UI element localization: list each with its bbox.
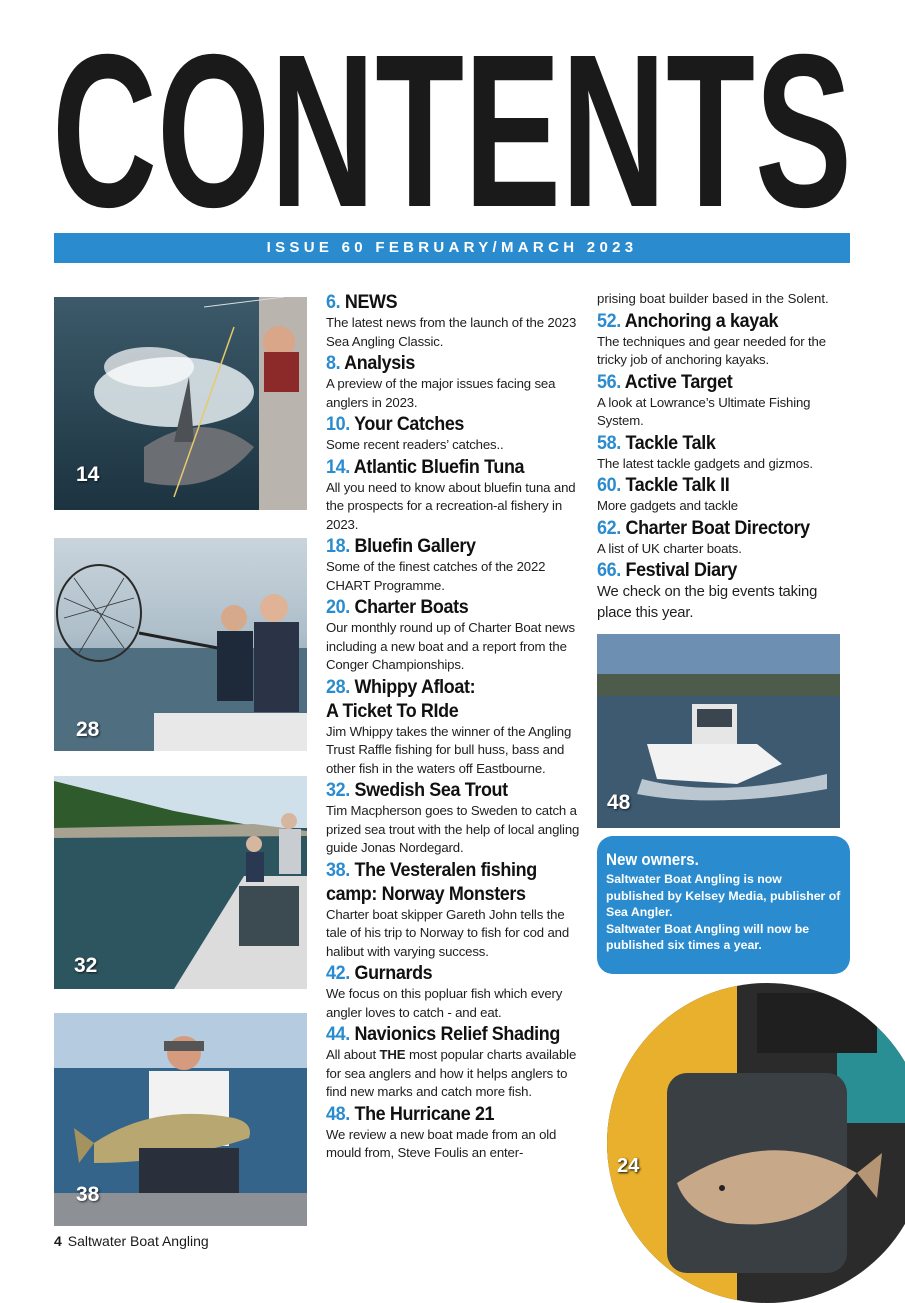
entry-description: Some of the finest catches of the 2022 CHART Programme.	[326, 559, 546, 593]
contents-entry-tackle-talk-2[interactable]	[597, 473, 855, 516]
page-footer	[54, 1233, 209, 1249]
new-owners-line2: Saltwater Boat Angling will now be published six times a year.	[606, 921, 810, 953]
entry-heading: 48. The Hurricane 21	[326, 1102, 495, 1125]
entry-description: The techniques and gear needed for the tricky job of anchoring kayaks.	[597, 333, 826, 367]
contents-entry-news[interactable]	[326, 290, 584, 351]
entry-description: A look at Lowrance’s Ultimate Fishing System.	[597, 394, 811, 428]
entry-heading: 38. The Vesteralen fishing	[326, 858, 537, 881]
photo-kayak-flatfish	[607, 983, 905, 1303]
entry-description: A list of UK charter boats.	[597, 540, 742, 556]
page-title	[50, 30, 855, 230]
contents-entry-swedish-sea-trout[interactable]	[326, 778, 584, 858]
entry-heading: 14. Atlantic Bluefin Tuna	[326, 455, 525, 478]
entry-heading: 44. Navionics Relief Shading	[326, 1023, 560, 1045]
contents-column-right	[597, 290, 855, 624]
photo-hurricane-21	[597, 634, 840, 828]
entry-description: Tim Macpherson goes to Sweden to catch a prized sea trout with the help of local angling guide Jonas Nordegard.	[326, 803, 580, 855]
entry-description: The latest news from the launch of the 2023 Sea Angling Classic.	[326, 315, 577, 349]
entry-description: All about THE most popular charts available for sea anglers and how it helps anglers to find new marks and catch more fish.	[326, 1047, 577, 1099]
entry-heading: 28. Whippy Afloat:	[326, 675, 476, 698]
contents-entry-bluefin-gallery[interactable]	[326, 534, 584, 595]
contents-entry-your-catches[interactable]	[326, 412, 584, 455]
entry-description: Our monthly round up of Charter Boat news including a new boat and a report from the Conger Championships.	[326, 620, 575, 672]
entry-description: More gadgets and tackle	[597, 498, 738, 513]
contents-entry-analysis[interactable]	[326, 351, 584, 412]
contents-entry-hurricane-21[interactable]	[326, 1102, 584, 1163]
photo-bluefin-tuna	[54, 297, 307, 510]
new-owners-line1: Saltwater Boat Angling is now published by Kelsey Media, publisher of Sea Angler.	[606, 872, 841, 920]
entry-description: Some recent readers’ catches..	[326, 437, 504, 452]
entry-heading: 62. Charter Boat Directory	[597, 516, 810, 539]
entry-heading: 52. Anchoring a kayak	[597, 309, 779, 332]
entry-description: We check on the big events taking place this year.	[597, 584, 818, 621]
page-number: 4	[54, 1233, 62, 1249]
entry-description: Charter boat skipper Gareth John tells the tale of his trip to Norway to fish for cod and halibut with varying success.	[326, 906, 570, 959]
magazine-name: Saltwater Boat Angling	[67, 1233, 209, 1249]
entry-heading: 8. Analysis	[326, 352, 416, 374]
entry-heading: 42. Gurnards	[326, 962, 433, 984]
photo-charter-anglers	[54, 538, 307, 751]
entry-description: We review a new boat made from an old mould from, Steve Foulis an enter-	[326, 1126, 557, 1160]
contents-entry-charter-directory[interactable]	[597, 516, 855, 559]
photo-number: 24	[617, 1155, 640, 1177]
contents-entry-active-target[interactable]	[597, 370, 855, 431]
photo-number: 14	[76, 463, 100, 486]
contents-entry-bluefin-tuna[interactable]	[326, 455, 584, 535]
photo-number: 38	[76, 1183, 100, 1206]
entry-heading: 32. Swedish Sea Trout	[326, 779, 508, 801]
entry-heading: 60. Tackle Talk II	[597, 474, 730, 496]
photo-norway-cod	[54, 1013, 307, 1226]
entry-description: Jim Whippy takes the winner of the Angling Trust Raffle fishing for bull huss, bass and other fish in the waters off Eastbourne.	[326, 723, 572, 776]
contents-entry-whippy-afloat[interactable]	[326, 675, 584, 779]
entry-heading: 20. Charter Boats	[326, 596, 469, 618]
entry-description: All you need to know about bluefin tuna and the prospects for a recreation-al fishery in 2023.	[326, 479, 576, 532]
entry-heading: 6. NEWS	[326, 291, 398, 313]
entry-continuation: prising boat builder based in the Solent.	[597, 291, 829, 306]
entry-heading: 66. Festival Diary	[597, 559, 737, 581]
entry-description: A preview of the major issues facing sea anglers in 2023.	[326, 376, 556, 410]
photo-number: 48	[607, 791, 631, 814]
contents-entry-charter-boats[interactable]	[326, 595, 584, 675]
new-owners-box	[597, 836, 850, 974]
entry-heading: 58. Tackle Talk	[597, 431, 716, 454]
contents-entry-vesteralen[interactable]	[326, 858, 584, 962]
title-text: CONTENTS	[52, 30, 852, 230]
photo-swedish-sea-trout	[54, 776, 307, 989]
entry-heading: 18. Bluefin Gallery	[326, 535, 476, 557]
entry-heading: 10. Your Catches	[326, 413, 465, 435]
new-owners-title: New owners.	[606, 851, 699, 869]
contents-entry-gurnards[interactable]	[326, 961, 584, 1022]
photo-number: 28	[76, 718, 100, 741]
contents-entry-anchoring-kayak[interactable]	[597, 309, 855, 370]
entry-heading-line2: A Ticket To RIde	[326, 699, 459, 722]
contents-entry-tackle-talk[interactable]	[597, 431, 855, 474]
entry-heading-line2: camp: Norway Monsters	[326, 882, 526, 905]
entry-heading: 56. Active Target	[597, 370, 733, 393]
entry-description: The latest tackle gadgets and gizmos.	[597, 455, 813, 471]
contents-entry-festival-diary[interactable]	[597, 558, 855, 624]
contents-column-left	[326, 290, 584, 1163]
contents-entry-navionics[interactable]	[326, 1022, 584, 1102]
photo-number: 32	[74, 954, 98, 977]
entry-description: We focus on this popluar fish which every angler loves to catch - and eat.	[326, 986, 563, 1020]
issue-bar: ISSUE 60 FEBRUARY/MARCH 2023	[54, 233, 850, 263]
